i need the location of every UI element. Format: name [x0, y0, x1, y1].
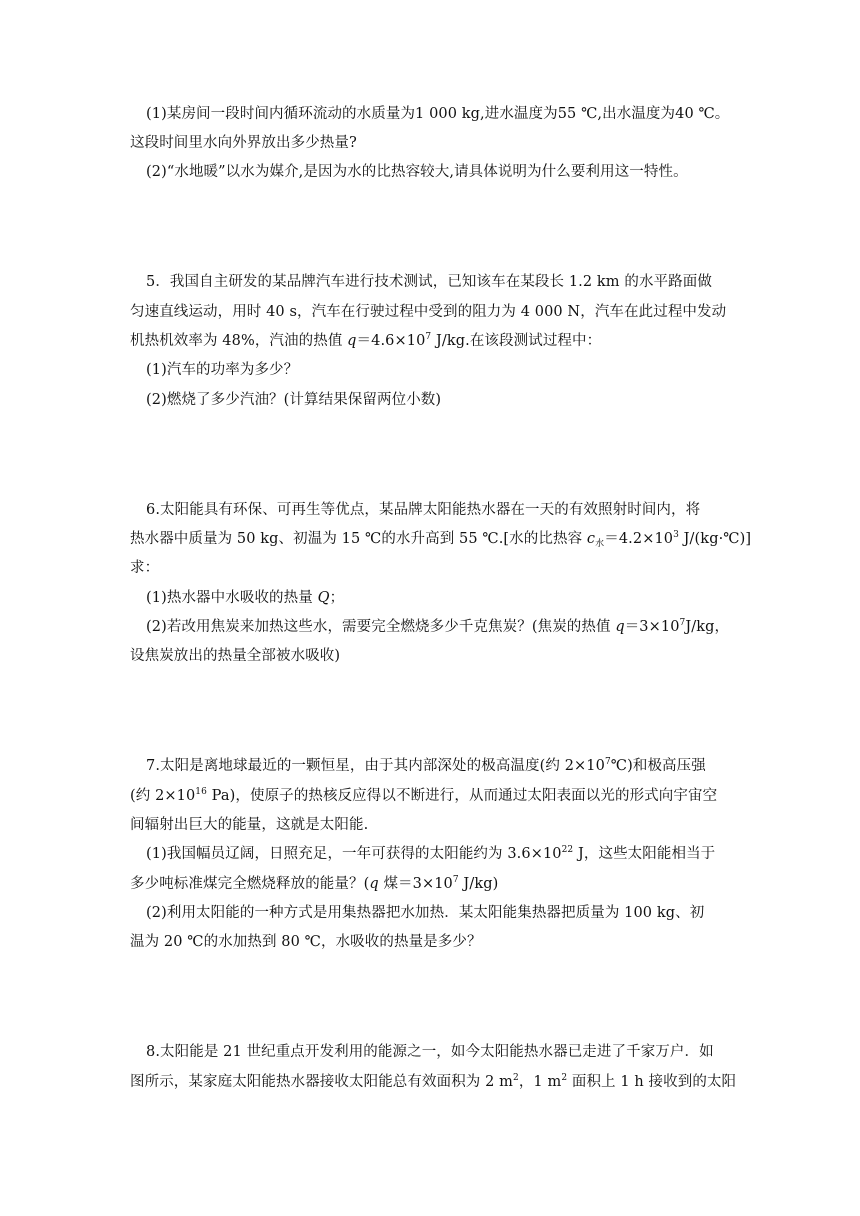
q6-heat-symbol: Q — [317, 590, 330, 606]
q7-line1-text-a: 7.太阳是离地球最近的一颗恒星，由于其内部深处的极高温度(约 2×10 — [146, 758, 605, 774]
q7-line1-text-b: ℃)和极高压强 — [610, 758, 706, 774]
q6-coke-heat-value-symbol: q — [615, 619, 625, 635]
q7-sub1-text-a: (1)我国幅员辽阔，日照充足，一年可获得的太阳能约为 3.6×10 — [146, 846, 562, 862]
q6-sub2-line1 — [146, 617, 729, 637]
q7-pressure-exponent: 16 — [195, 787, 207, 797]
q7-coal-exponent: 7 — [452, 875, 459, 885]
q4-sub1-line1: (1)某房间一段时间内循环流动的水质量为1 000 kg,进水温度为55 ℃,出水温度为40 ℃。 — [146, 106, 730, 122]
q6-line2-text-d: J/(kg·℃)] — [678, 531, 752, 547]
q6-line3: 求： — [130, 560, 160, 576]
q7-sub1-line2 — [130, 874, 498, 894]
q5-line3-text-a: 机热机效率为 48%，汽油的热值 — [130, 333, 348, 349]
q7-line2 — [130, 786, 717, 806]
q5-line2: 匀速直线运动，用时 40 s，汽车在行驶过程中受到的阻力为 4 000 N，汽车在此过程中发动 — [130, 304, 727, 320]
q6-sub1 — [146, 588, 344, 608]
q5-sub1: (1)汽车的功率为多少？ — [146, 362, 299, 378]
q5-exponent: 7 — [425, 332, 432, 342]
q8-line2-text-b: ，1 m — [518, 1074, 562, 1090]
q6-line2 — [130, 529, 751, 549]
q7-heat-value-symbol: q — [369, 876, 379, 892]
q6-line1: 6.太阳能具有环保、可再生等优点，某品牌太阳能热水器在一天的有效照射时间内，将 — [146, 502, 701, 518]
q5-sub2: (2)燃烧了多少汽油？(计算结果保留两位小数) — [146, 392, 442, 408]
q6-line2-text-b: ＝4.2×10 — [604, 531, 674, 547]
q5-line1: 5．我国自主研发的某品牌汽车进行技术测试，已知该车在某段长 1.2 km 的水平路面做 — [146, 274, 712, 290]
q6-line2-text-a: 热水器中质量为 50 kg、初温为 15 ℃的水升高到 55 ℃.[水的比热容 — [130, 531, 587, 547]
q8-area-exponent-1: 2 — [513, 1073, 519, 1083]
q6-exponent: 3 — [673, 530, 679, 540]
q6-sub2-text-c: J/kg， — [685, 619, 730, 635]
q4-sub1-line2: 这段时间里水向外界放出多少热量? — [130, 135, 357, 151]
q6-sub2-exponent: 7 — [679, 618, 686, 628]
q7-temperature-exponent: 7 — [604, 757, 611, 767]
q7-sub1-line1 — [146, 844, 715, 864]
q6-sub1-text-b: ； — [329, 590, 345, 606]
q5-heat-value-symbol: q — [347, 333, 357, 349]
q7-sub2-line2: 温为 20 ℃的水加热到 80 ℃，水吸收的热量是多少？ — [130, 934, 482, 950]
q7-sub1-text-b: J，这些太阳能相当于 — [573, 846, 716, 862]
q7-sub1-line2-text-c: J/kg) — [458, 876, 499, 892]
q8-line2 — [130, 1072, 736, 1092]
q5-line3 — [130, 331, 601, 351]
q4-sub2-line1: (2)“水地暖”以水为媒介,是因为水的比热容较大,请具体说明为什么要利用这一特性。 — [146, 164, 688, 180]
q6-sub2-text-b: ＝3×10 — [624, 619, 680, 635]
q8-area-exponent-2: 2 — [561, 1073, 568, 1083]
q7-energy-exponent: 22 — [561, 845, 574, 855]
q7-sub1-line2-text-a: 多少吨标准煤完全燃烧释放的能量？( — [130, 876, 370, 892]
q5-line3-text-c: J/kg.在该段测试过程中： — [431, 333, 602, 349]
q7-line3: 间辐射出巨大的能量，这就是太阳能. — [130, 817, 369, 833]
q6-sub1-text-a: (1)热水器中水吸收的热量 — [146, 590, 318, 606]
q8-line2-text-a: 图所示，某家庭太阳能热水器接收太阳能总有效面积为 2 m — [130, 1074, 513, 1090]
q5-line3-text-b: ＝4.6×10 — [356, 333, 426, 349]
q7-line2-text-b: Pa)，使原子的热核反应得以不断进行，从而通过太阳表面以光的形式向宇宙空 — [206, 788, 718, 804]
q6-subscript-water: 水 — [595, 539, 605, 549]
q7-sub2-line1: (2)利用太阳能的一种方式是用集热器把水加热．某太阳能集热器把质量为 100 kg、初 — [146, 905, 705, 921]
q7-sub1-line2-text-b: 煤＝3×10 — [378, 876, 453, 892]
q6-specific-heat-symbol: c — [586, 531, 596, 547]
q7-line2-text-a: (约 2×10 — [130, 788, 196, 804]
q6-sub2-text-a: (2)若改用焦炭来加热这些水，需要完全燃烧多少千克焦炭？(焦炭的热值 — [146, 619, 616, 635]
q7-line1 — [146, 756, 706, 776]
q6-sub2-line2: 设焦炭放出的热量全部被水吸收) — [130, 648, 341, 664]
q8-line2-text-c: 面积上 1 h 接收到的太阳 — [567, 1074, 737, 1090]
q8-line1: 8.太阳能是 21 世纪重点开发利用的能源之一，如今太阳能热水器已走进了千家万户．如 — [146, 1044, 714, 1060]
